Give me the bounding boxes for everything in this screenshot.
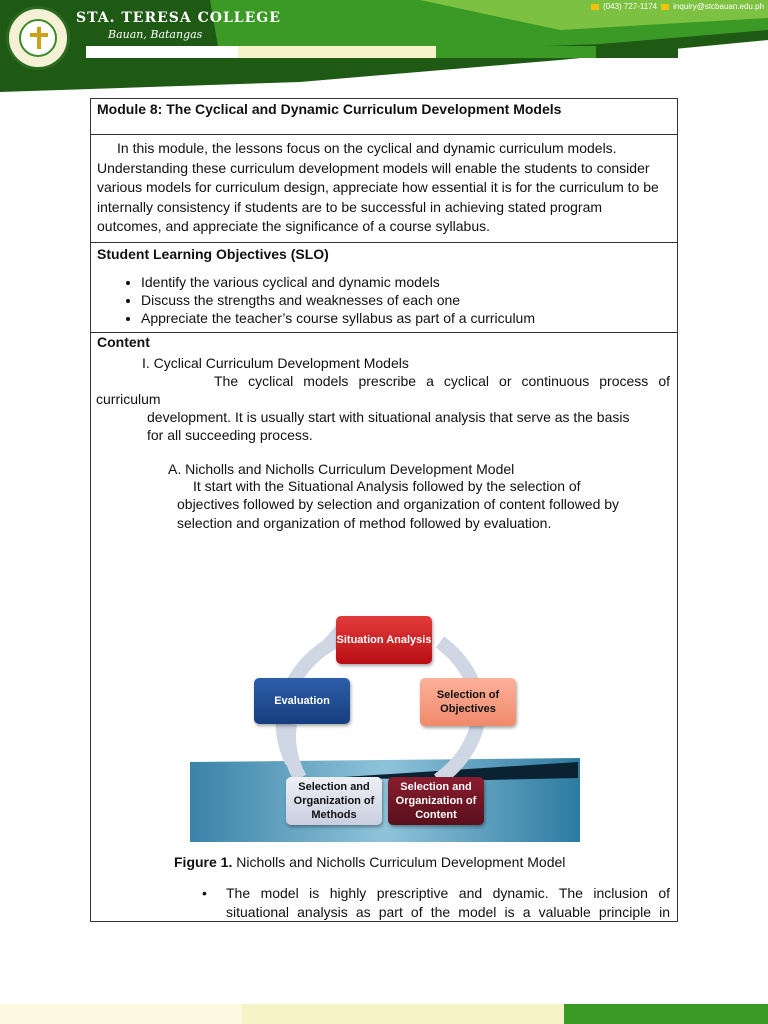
slo-list bbox=[117, 273, 535, 327]
module-intro: In this module, the lessons focus on the cyclical and dynamic curriculum models. Understanding these curriculum development models will enable the students to consider various models for curriculum design, appreciate how essential it is for the curriculum to be internally consistency if students are to be successful in achieving stated program outcomes, and appreciate the significance of a course syllabus. bbox=[97, 140, 659, 234]
subsection-a-line-3: selection and organization of method followed by evaluation. bbox=[177, 515, 552, 531]
college-seal-logo bbox=[6, 6, 70, 70]
node-selection-of-objectives: Selection of Objectives bbox=[420, 678, 516, 726]
list-item: • Discuss the strengths and weaknesses of each one bbox=[141, 291, 535, 309]
node-selection-organization-content: Selection and Organization of Content bbox=[388, 777, 484, 825]
figure-caption bbox=[174, 854, 565, 870]
module-title-row bbox=[91, 99, 677, 135]
section-1-title: I. Cyclical Curriculum Development Models bbox=[142, 355, 409, 371]
bullet-marker: • bbox=[202, 885, 207, 901]
subsection-a-line-1: It start with the Situational Analysis followed by the selection of bbox=[193, 478, 581, 494]
figure-caption-text: Nicholls and Nicholls Curriculum Development Model bbox=[232, 854, 566, 870]
figure-label: Figure 1. bbox=[174, 854, 233, 870]
list-item: • Appreciate the teacher’s course syllabus as part of a curriculum bbox=[141, 309, 535, 327]
content-heading: Content bbox=[97, 334, 150, 350]
slo-row bbox=[91, 243, 677, 333]
subsection-a-line-2: objectives followed by selection and organization of content followed by bbox=[177, 496, 620, 512]
module-intro-row bbox=[91, 135, 677, 243]
phone-icon bbox=[591, 4, 599, 10]
college-name: STA. TERESA COLLEGE bbox=[76, 10, 281, 26]
email-icon bbox=[661, 4, 669, 10]
phone-number: (043) 727-1174 bbox=[603, 2, 658, 11]
section-1-line-3: development. It is usually start with situational analysis that serve as the basis bbox=[147, 409, 630, 425]
page-header bbox=[0, 0, 768, 92]
section-1-line-4: for all succeeding process. bbox=[147, 427, 313, 443]
slo-heading: Student Learning Objectives (SLO) bbox=[97, 246, 329, 262]
bullet-line-2: situational analysis as part of the model is a valuable principle in bbox=[226, 904, 670, 920]
nicholls-cycle-diagram bbox=[188, 612, 580, 842]
page-footer bbox=[0, 1004, 768, 1024]
email-address: inquiry@stcbauan.edu.ph bbox=[673, 2, 764, 11]
contact-info bbox=[591, 2, 764, 11]
node-selection-organization-methods: Selection and Organization of Methods bbox=[286, 777, 382, 825]
node-situation-analysis: Situation Analysis bbox=[336, 616, 432, 664]
college-location: Bauan, Batangas bbox=[108, 28, 203, 41]
list-item: • Identify the various cyclical and dynamic models bbox=[141, 273, 535, 291]
section-1-line-1: The cyclical models prescribe a cyclical or continuous process of bbox=[214, 373, 670, 389]
subsection-a-title: A. Nicholls and Nicholls Curriculum Development Model bbox=[168, 461, 515, 477]
node-evaluation: Evaluation bbox=[254, 678, 350, 724]
section-1-line-2: curriculum bbox=[96, 391, 161, 407]
module-title: Module 8: The Cyclical and Dynamic Curriculum Development Models bbox=[97, 101, 562, 117]
bullet-line-1: The model is highly prescriptive and dynamic. The inclusion of bbox=[226, 885, 670, 901]
